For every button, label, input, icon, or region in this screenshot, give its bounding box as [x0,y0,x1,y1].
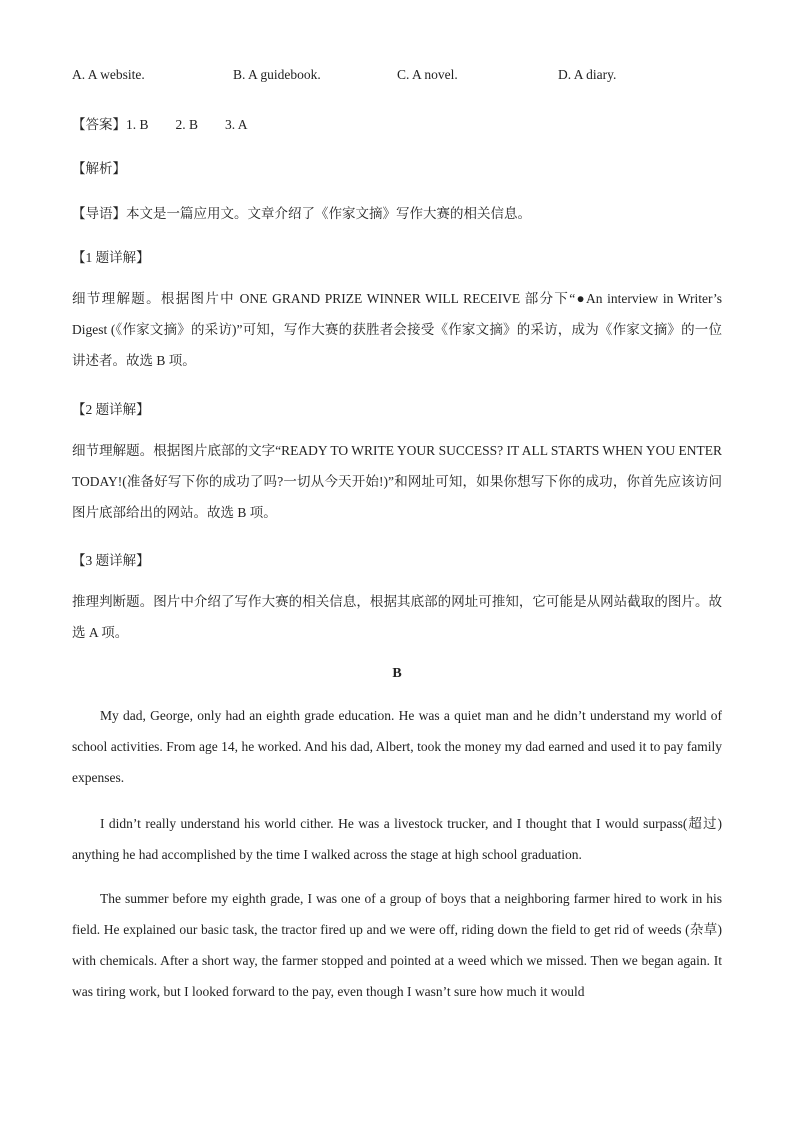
section-heading-b: B [392,666,402,681]
q1-explanation: 细节理解题。根据图片中 ONE GRAND PRIZE WINNER WILL RECEIVE 部分下“●An interview in Writer’s Digest (《作家文摘》的采访)”可知，写作大赛的获胜者会接受《作家文摘》的采访，成为《作家文摘》的一位讲述者。故选 B 项。 [72,291,722,368]
answer-line: 【答案】1. B 2. B 3. A [72,117,248,132]
q3-label: 【3 题详解】 [72,553,150,568]
answer-options [72,67,722,87]
option-a: A. A website. [72,67,145,82]
analysis-label: 【解析】 [72,161,126,176]
q2-label: 【2 题详解】 [72,402,150,417]
option-c: C. A novel. [397,67,458,82]
passage-paragraph-1: My dad, George, only had an eighth grade education. He was a quiet man and he didn’t understand my world of school activities. From age 14, he worked. And his dad, Albert, took the money my dad earned and used it to pay family expenses. [72,708,722,785]
q2-explanation: 细节理解题。根据图片底部的文字“READY TO WRITE YOUR SUCCESS? IT ALL STARTS WHEN YOU ENTER TODAY!(准备好写下你的成功了吗?一切从今天开始!)”和网址可知，如果你想写下你的成功，你首先应该访问图片底部给出的网站。故选 B 项。 [72,443,722,520]
option-b: B. A guidebook. [233,67,321,82]
passage-paragraph-3: The summer before my eighth grade, I was one of a group of boys that a neighboring farmer hired to work in his field. He explained our basic task, the tractor fired up and we were off, riding down the field to get rid of weeds (杂草) with chemicals. After a short way, the farmer stopped and pointed at a weed which we missed. Then we began again. It was tiring work, but I looked forward to the pay, even though I wasn’t sure how much it would [72,891,722,999]
passage-paragraph-2: I didn’t really understand his world cither. He was a livestock trucker, and I thought that I would surpass(超过) anything he had accomplished by the time I walked across the stage at high school graduation. [72,816,722,862]
option-d: D. A diary. [558,67,617,82]
q1-label: 【1 题详解】 [72,250,150,265]
guide-line: 【导语】本文是一篇应用文。文章介绍了《作家文摘》写作大赛的相关信息。 [72,206,531,221]
q3-explanation: 推理判断题。图片中介绍了写作大赛的相关信息，根据其底部的网址可推知，它可能是从网站截取的图片。故选 A 项。 [72,594,722,640]
